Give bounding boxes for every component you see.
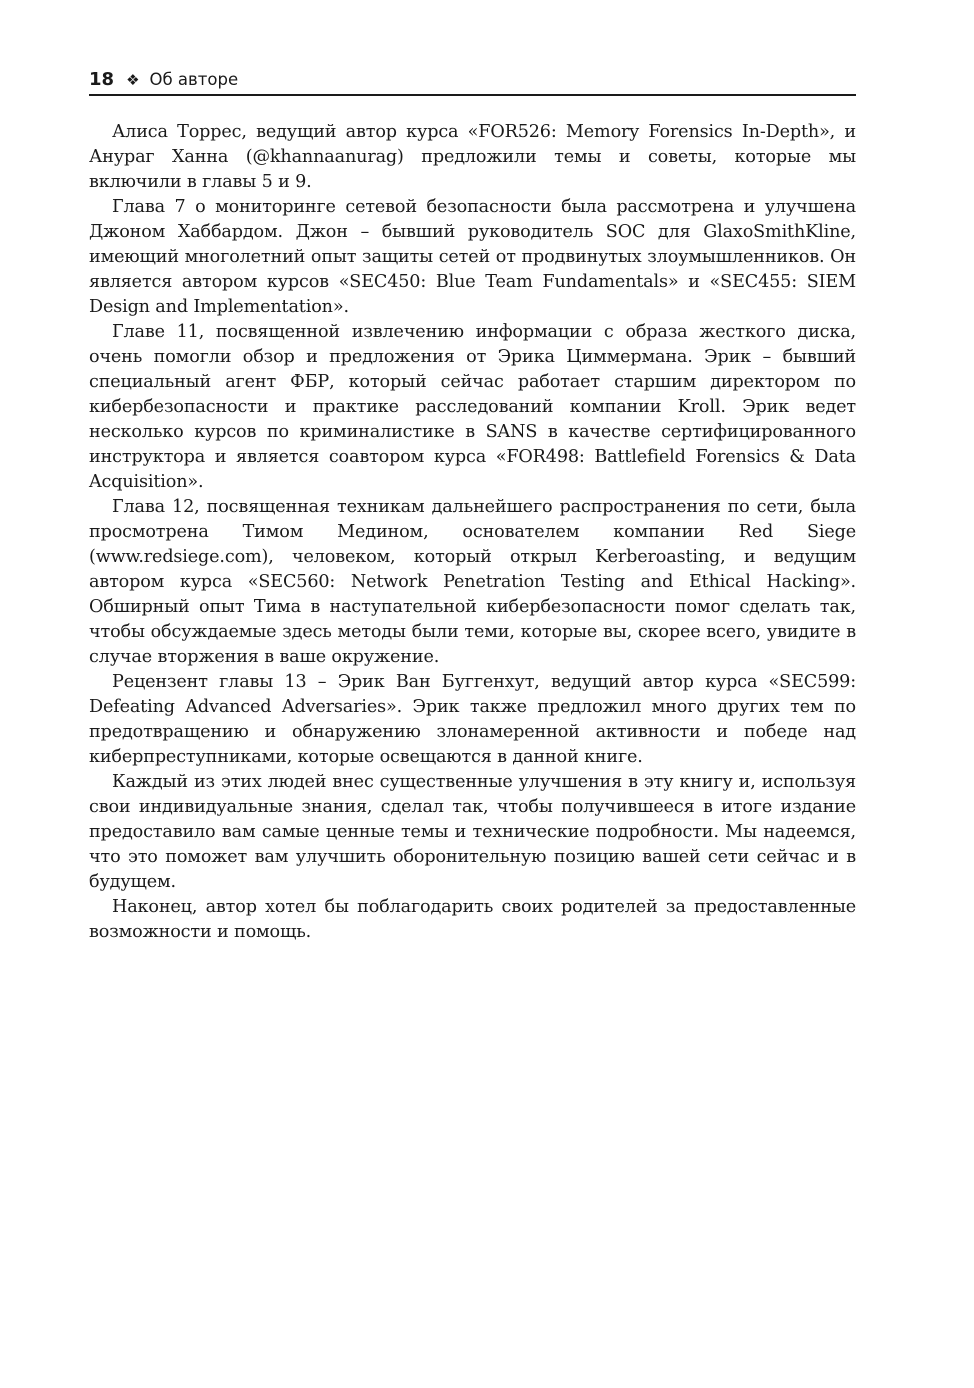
ornament-icon: ❖	[126, 71, 140, 89]
body-text	[89, 120, 856, 945]
paragraph-acknowledgment-john: Глава 7 о мониторинге сетевой безопасности была рассмотрена и улучшена Джоном Хаббардом. Джон – бывший руководитель SOC для GlaxoSmithKline, имеющий многолетний опыт защиты сетей от продвинутых злоумышленников. Он является автором курсов «SEC450: Blue Team Fundamentals» и «SEC455: SIEM Design and Implementation».	[89, 197, 856, 317]
section-title: Об авторе	[149, 70, 239, 89]
paragraph-acknowledgment-alisa: Алиса Торрес, ведущий автор курса «FOR526: Memory Forensics In-Depth», и Анураг Ханна (@khannaanurag) предложили темы и советы, которые мы включили в главы 5 и 9.	[89, 122, 856, 192]
running-head	[89, 66, 856, 96]
paragraph-acknowledgment-eric-z: Главе 11, посвященной извлечению информации с образа жесткого диска, очень помогли обзор и предложения от Эрика Циммермана. Эрик – бывший специальный агент ФБР, который сейчас работает старшим директором по кибербезопасности и практике расследований компании Kroll. Эрик ведет несколько курсов по криминалистике в SANS в качестве сертифицированного инструктора и является соавтором курса «FOR498: Battlefield Forensics & Data Acquisition».	[89, 322, 856, 492]
book-page	[89, 66, 856, 945]
page-number: 18	[89, 69, 115, 90]
paragraph-acknowledgment-summary: Каждый из этих людей внес существенные улучшения в эту книгу и, используя свои индивидуальные знания, сделал так, чтобы получившееся в итоге издание предоставило вам самые ценные темы и технические подробности. Мы надеемся, что это поможет вам улучшить оборонительную позицию вашей сети сейчас и в будущем.	[89, 772, 856, 892]
paragraph-acknowledgment-eric-vb: Рецензент главы 13 – Эрик Ван Буггенхут, ведущий автор курса «SEC599: Defeating Advanced Adversaries». Эрик также предложил много других тем по предотвращению и обнаружению злонамеренной активности и победе над киберпреступниками, которые освещаются в данной книге.	[89, 672, 856, 767]
paragraph-acknowledgment-parents: Наконец, автор хотел бы поблагодарить своих родителей за предоставленные возможности и помощь.	[89, 897, 856, 942]
paragraph-acknowledgment-tim: Глава 12, посвященная техникам дальнейшего распространения по сети, была просмотрена Тимом Медином, основателем компании Red Siege (www.redsiege.com), человеком, который открыл Kerberoasting, и ведущим автором курса «SEC560: Network Penetration Testing and Ethical Hacking». Обширный опыт Тима в наступательной кибербезопасности помог сделать так, чтобы обсуждаемые здесь методы были теми, которые вы, скорее всего, увидите в случае вторжения в ваше окружение.	[89, 497, 856, 667]
